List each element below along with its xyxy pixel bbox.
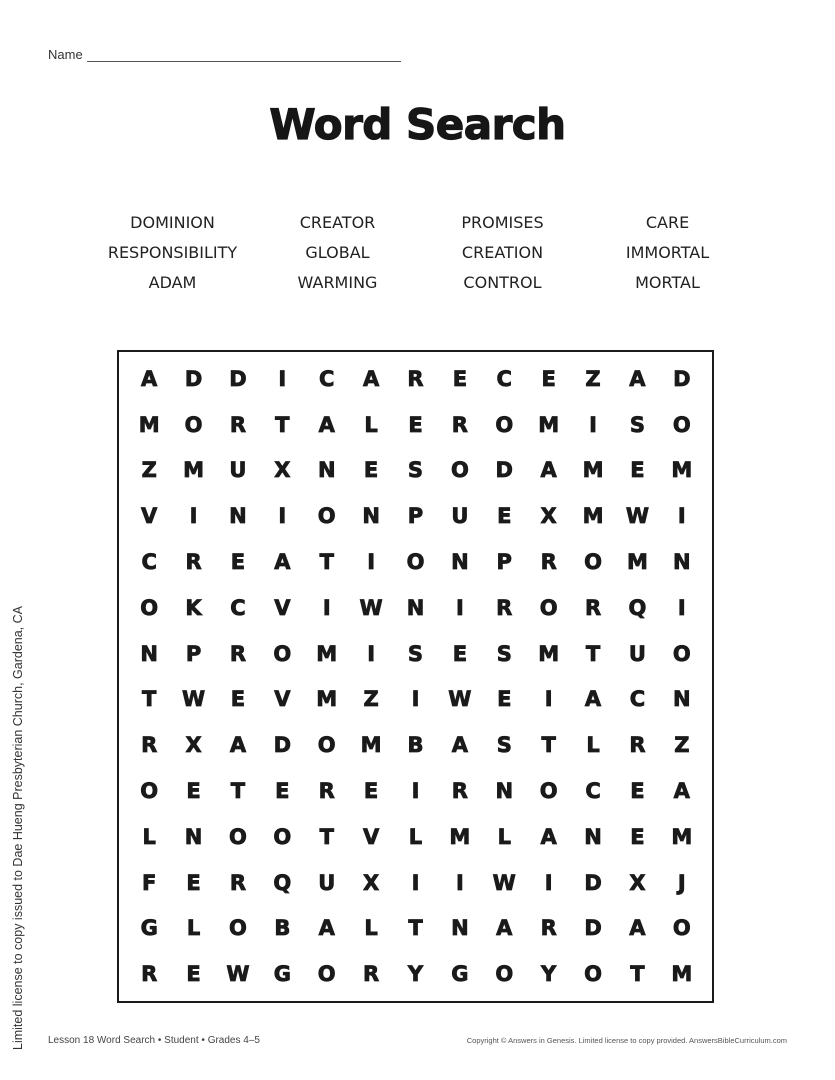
puzzle-letter[interactable]: I [322, 595, 331, 620]
puzzle-letter[interactable]: D [229, 366, 247, 391]
puzzle-letter[interactable]: T [585, 641, 601, 666]
puzzle-letter[interactable]: U [628, 641, 646, 666]
puzzle-letter[interactable]: C [230, 595, 246, 620]
puzzle-letter[interactable]: R [584, 595, 602, 620]
puzzle-letter[interactable]: W [226, 962, 250, 987]
puzzle-letter[interactable]: R [185, 550, 202, 575]
puzzle-letter[interactable]: M [316, 641, 338, 666]
puzzle-letter[interactable]: M [671, 962, 693, 987]
puzzle-letter[interactable]: R [496, 595, 513, 620]
puzzle-letter[interactable]: G [140, 916, 158, 941]
puzzle-letter[interactable]: E [363, 778, 379, 803]
puzzle-letter[interactable]: V [274, 595, 291, 620]
puzzle-letter[interactable]: N [673, 550, 691, 575]
name-row [48, 47, 401, 62]
puzzle-letter[interactable]: O [140, 595, 159, 620]
puzzle-letter[interactable]: Z [674, 733, 690, 758]
word-bank-item: CARE [645, 213, 690, 232]
puzzle-letter[interactable]: A [451, 733, 468, 758]
puzzle-letter[interactable]: O [495, 962, 514, 987]
puzzle-letter[interactable]: S [496, 641, 512, 666]
puzzle-letter[interactable]: N [451, 550, 469, 575]
puzzle-letter[interactable]: I [589, 412, 597, 437]
puzzle-letter[interactable]: A [673, 778, 690, 803]
word-bank-item: IMMORTAL [625, 243, 710, 262]
puzzle-letter[interactable]: O [317, 962, 336, 987]
puzzle-letter[interactable]: E [630, 458, 645, 483]
puzzle-letter[interactable]: T [230, 778, 246, 803]
puzzle-letter[interactable]: D [673, 366, 691, 391]
puzzle-letter[interactable]: N [495, 778, 514, 803]
puzzle-letter[interactable]: E [497, 687, 512, 712]
puzzle-letter[interactable]: P [185, 641, 202, 666]
puzzle-letter[interactable]: R [451, 412, 468, 437]
word-bank-item: CONTROL [463, 273, 542, 292]
puzzle-letter[interactable]: V [274, 687, 291, 712]
puzzle-letter[interactable]: A [274, 550, 291, 575]
puzzle-letter[interactable]: E [541, 366, 556, 391]
puzzle-letter[interactable]: R [229, 641, 247, 666]
puzzle-letter[interactable]: M [582, 504, 604, 529]
puzzle-letter[interactable]: I [411, 687, 420, 712]
puzzle-letter[interactable]: W [492, 870, 516, 895]
puzzle-letter[interactable]: O [539, 595, 558, 620]
puzzle-letter[interactable]: K [185, 595, 202, 620]
puzzle-letter[interactable]: M [671, 824, 693, 849]
puzzle-letter[interactable]: Q [628, 595, 647, 620]
puzzle-letter[interactable]: N [317, 458, 336, 483]
puzzle-letter[interactable]: J [677, 870, 686, 895]
word-bank-item: RESPONSIBILITY [107, 243, 238, 262]
puzzle-letter[interactable]: O [273, 824, 292, 849]
puzzle-letter[interactable]: L [408, 824, 423, 849]
puzzle-letter[interactable]: E [186, 962, 201, 987]
puzzle-letter[interactable]: I [189, 504, 198, 529]
puzzle-letter[interactable]: L [364, 916, 378, 941]
word-bank-item: CREATION [461, 243, 544, 262]
puzzle-letter[interactable]: L [186, 916, 201, 941]
puzzle-letter[interactable]: D [273, 733, 292, 758]
puzzle-letter[interactable]: D [495, 458, 513, 483]
puzzle-letter[interactable]: A [229, 733, 247, 758]
puzzle-letter[interactable]: L [364, 412, 378, 437]
puzzle-letter[interactable]: C [141, 550, 157, 575]
puzzle-letter[interactable]: O [584, 962, 602, 987]
puzzle-letter[interactable]: N [673, 687, 691, 712]
puzzle-letter[interactable]: E [230, 550, 246, 575]
puzzle-letter[interactable]: I [367, 550, 376, 575]
puzzle-letter[interactable]: T [319, 550, 334, 575]
puzzle-letter[interactable]: R [229, 870, 247, 895]
puzzle-letter[interactable]: E [363, 458, 379, 483]
puzzle-letter[interactable]: D [584, 870, 602, 895]
puzzle-letter[interactable]: A [318, 412, 335, 437]
puzzle-letter[interactable]: X [629, 870, 646, 895]
puzzle-letter[interactable]: M [582, 458, 604, 483]
page-title: Word Search [269, 100, 566, 149]
puzzle-letter[interactable]: X [363, 870, 380, 895]
puzzle-letter[interactable]: U [318, 870, 336, 895]
puzzle-letter[interactable]: R [229, 412, 247, 437]
puzzle-letter[interactable]: S [407, 458, 424, 483]
puzzle-letter[interactable]: N [451, 916, 469, 941]
puzzle-letter[interactable]: R [451, 778, 468, 803]
puzzle-letter[interactable]: I [455, 870, 464, 895]
puzzle-letter[interactable]: M [183, 458, 205, 483]
puzzle-letter[interactable]: O [229, 824, 247, 849]
puzzle-letter[interactable]: X [185, 733, 202, 758]
puzzle-letter[interactable]: P [496, 550, 512, 575]
puzzle-letter[interactable]: O [273, 641, 292, 666]
puzzle-letter[interactable]: Y [541, 962, 557, 987]
puzzle-letter[interactable]: M [360, 733, 382, 758]
puzzle-letter[interactable]: O [317, 504, 336, 529]
puzzle-letter[interactable]: O [584, 550, 602, 575]
puzzle-letter[interactable]: M [138, 412, 160, 437]
puzzle-letter[interactable]: O [140, 778, 159, 803]
puzzle-letter[interactable]: I [278, 366, 287, 391]
puzzle-letter[interactable]: D [584, 916, 602, 941]
puzzle-letter[interactable]: A [629, 916, 646, 941]
puzzle-letter[interactable]: E [408, 412, 423, 437]
puzzle-letter[interactable]: O [672, 412, 691, 437]
word-bank-item: MORTAL [635, 273, 700, 292]
puzzle-letter[interactable]: T [408, 916, 423, 941]
word-bank-item: PROMISES [461, 213, 544, 232]
puzzle-letter[interactable]: U [451, 504, 469, 529]
puzzle-letter[interactable]: M [538, 641, 560, 666]
puzzle-letter[interactable]: O [539, 778, 558, 803]
puzzle-letter[interactable]: Q [273, 870, 292, 895]
puzzle-letter[interactable]: T [319, 824, 334, 849]
puzzle-letter[interactable]: A [141, 366, 158, 391]
puzzle-letter[interactable]: S [407, 641, 424, 666]
name-label: Name [48, 47, 83, 62]
puzzle-letter[interactable]: R [407, 366, 424, 391]
puzzle-letter[interactable]: W [448, 687, 472, 712]
puzzle-letter[interactable]: I [278, 504, 287, 529]
puzzle-letter[interactable]: L [497, 824, 511, 849]
puzzle-letter[interactable]: I [677, 595, 686, 620]
puzzle-letter[interactable]: I [411, 778, 420, 803]
word-bank-item: ADAM [148, 273, 197, 292]
puzzle-letter[interactable]: D [184, 366, 203, 391]
puzzle-letter[interactable]: X [540, 504, 557, 529]
puzzle-letter[interactable]: R [141, 962, 158, 987]
puzzle-letter[interactable]: C [496, 366, 512, 391]
puzzle-letter[interactable]: O [672, 641, 691, 666]
puzzle-letter[interactable]: I [455, 595, 464, 620]
puzzle-letter[interactable]: M [316, 687, 338, 712]
puzzle-letter[interactable]: C [629, 687, 646, 712]
puzzle-letter[interactable]: A [540, 824, 557, 849]
puzzle-letter[interactable]: M [671, 458, 693, 483]
puzzle-letter[interactable]: A [496, 916, 513, 941]
puzzle-letter[interactable]: N [406, 595, 425, 620]
word-bank-item: GLOBAL [305, 243, 370, 262]
puzzle-letter[interactable]: A [362, 366, 380, 391]
puzzle-letter[interactable]: R [629, 733, 646, 758]
puzzle-letter[interactable]: I [544, 687, 553, 712]
puzzle-letter[interactable]: T [630, 962, 645, 987]
puzzle-letter[interactable]: C [585, 778, 601, 803]
puzzle-letter[interactable]: W [359, 595, 383, 620]
puzzle-letter[interactable]: T [541, 733, 556, 758]
footer-lesson-info: Lesson 18 Word Search • Student • Grades 4–5 [48, 1035, 260, 1046]
word-bank [90, 212, 750, 294]
puzzle-letter[interactable]: I [411, 870, 420, 895]
puzzle-letter[interactable]: O [672, 916, 691, 941]
word-bank-item: DOMINION [130, 213, 215, 232]
puzzle-letter[interactable]: S [496, 733, 512, 758]
puzzle-letter[interactable]: E [186, 870, 201, 895]
puzzle-letter[interactable]: R [318, 778, 335, 803]
puzzle-letter[interactable]: L [142, 824, 156, 849]
puzzle-letter[interactable]: S [629, 412, 645, 437]
puzzle-letter[interactable]: M [538, 412, 560, 437]
puzzle-letter[interactable]: O [450, 458, 469, 483]
puzzle-letter[interactable]: W [181, 687, 206, 712]
puzzle-letter[interactable]: A [584, 687, 602, 712]
puzzle-letter[interactable]: G [451, 962, 469, 987]
puzzle-letter[interactable]: O [406, 550, 425, 575]
puzzle-letter[interactable]: O [184, 412, 203, 437]
puzzle-letter[interactable]: B [274, 916, 291, 941]
puzzle-letter[interactable]: E [630, 778, 645, 803]
puzzle-letter[interactable]: Y [407, 962, 424, 987]
puzzle-letter[interactable]: E [186, 778, 201, 803]
puzzle-letter[interactable]: N [140, 641, 158, 666]
puzzle-letter[interactable]: Z [141, 458, 157, 483]
puzzle-letter[interactable]: E [230, 687, 246, 712]
puzzle-letter[interactable]: O [495, 412, 514, 437]
puzzle-letter[interactable]: N [229, 504, 247, 529]
puzzle-letter[interactable]: E [630, 824, 645, 849]
puzzle-letter[interactable]: E [452, 366, 468, 391]
puzzle-letter[interactable]: I [544, 870, 553, 895]
license-sidebar-text: Limited license to copy issued to Dae Hueng Presbyterian Church, Gardena, CA [11, 606, 25, 1050]
puzzle-letter[interactable]: B [407, 733, 424, 758]
puzzle-letter[interactable]: N [184, 824, 203, 849]
puzzle-letter[interactable]: E [497, 504, 512, 529]
puzzle-letter[interactable]: P [407, 504, 424, 529]
puzzle-letter[interactable]: Z [585, 366, 601, 391]
puzzle-grid [117, 350, 714, 1003]
puzzle-letter[interactable]: U [229, 458, 247, 483]
puzzle-letter[interactable]: E [275, 778, 290, 803]
puzzle-letter[interactable]: X [274, 458, 291, 483]
puzzle-letter[interactable]: A [318, 916, 335, 941]
puzzle-letter[interactable]: O [317, 733, 336, 758]
puzzle-letter[interactable]: V [141, 504, 158, 529]
name-field-line[interactable] [87, 47, 401, 62]
puzzle-letter[interactable]: M [626, 550, 648, 575]
puzzle-letter[interactable]: A [629, 366, 646, 391]
puzzle-letter[interactable]: W [625, 504, 649, 529]
puzzle-letter[interactable]: I [677, 504, 686, 529]
puzzle-letter[interactable]: R [540, 916, 557, 941]
puzzle-letter[interactable]: T [142, 687, 157, 712]
word-bank-item: WARMING [297, 273, 378, 292]
puzzle-letter[interactable]: M [449, 824, 471, 849]
puzzle-letter[interactable]: G [273, 962, 291, 987]
puzzle-letter[interactable]: N [584, 824, 602, 849]
puzzle-letter[interactable]: R [141, 733, 158, 758]
footer-copyright: Copyright © Answers in Genesis. Limited license to copy provided. AnswersBibleCurriculum.com [466, 1036, 787, 1045]
puzzle-letter[interactable]: V [362, 824, 380, 849]
puzzle-letter[interactable]: R [540, 550, 557, 575]
puzzle-letter[interactable]: L [586, 733, 600, 758]
word-bank-item: CREATOR [299, 213, 376, 232]
puzzle-letter[interactable]: E [452, 641, 468, 666]
puzzle-letter[interactable]: Z [363, 687, 379, 712]
puzzle-letter[interactable]: A [540, 458, 557, 483]
puzzle-letter[interactable]: T [275, 412, 290, 437]
puzzle-letter[interactable]: F [142, 870, 157, 895]
puzzle-letter[interactable]: I [367, 641, 376, 666]
puzzle-letter[interactable]: O [229, 916, 247, 941]
puzzle-letter[interactable]: C [319, 366, 335, 391]
puzzle-letter[interactable]: N [362, 504, 380, 529]
puzzle-letter[interactable]: R [363, 962, 380, 987]
